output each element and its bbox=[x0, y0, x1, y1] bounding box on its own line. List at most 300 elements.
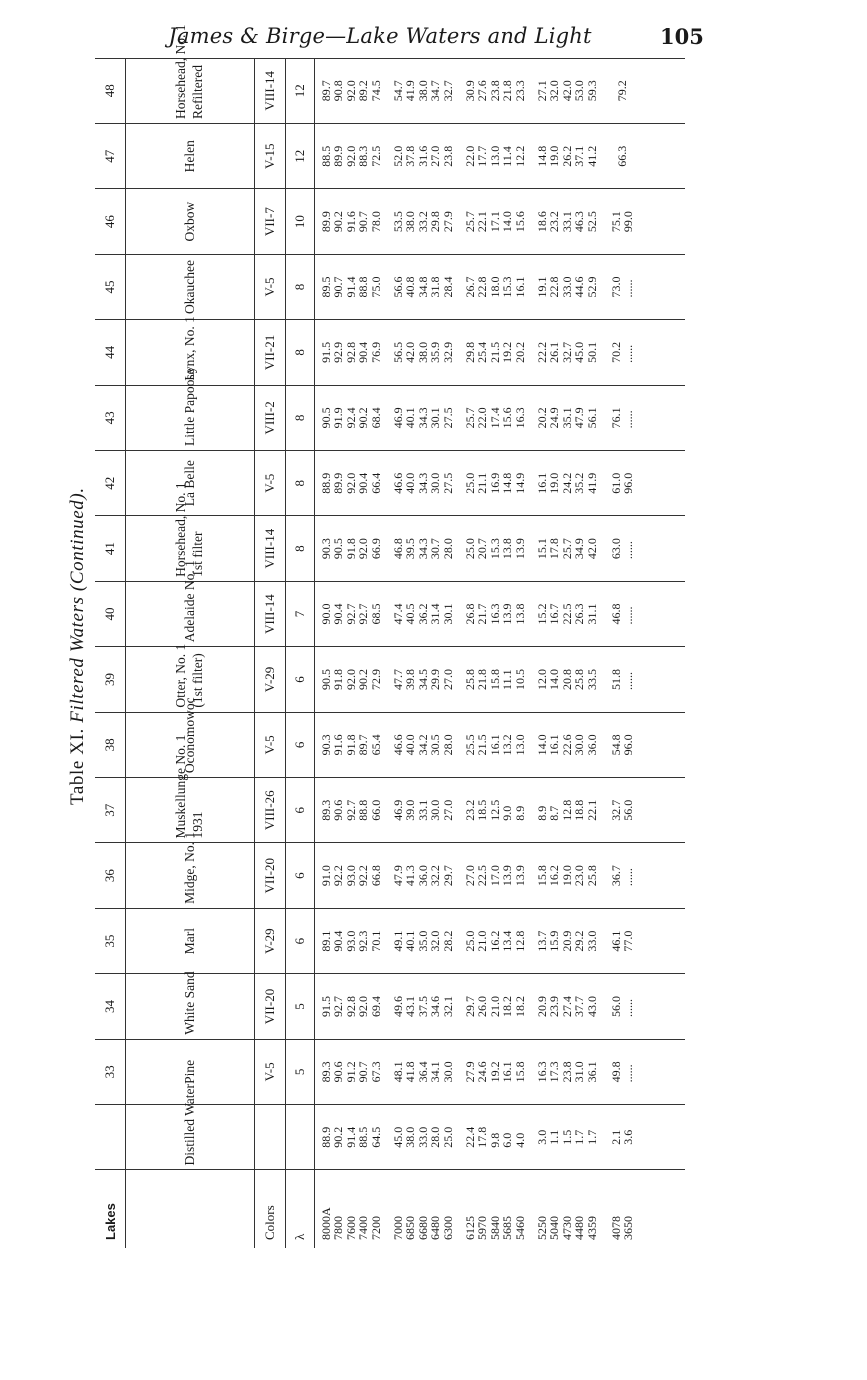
lake-number bbox=[95, 712, 126, 777]
color-value-text: VII-20 bbox=[262, 857, 277, 894]
transmission-values-text: 46.1 77.0 bbox=[608, 930, 635, 952]
filler-cell bbox=[641, 647, 685, 712]
lambda-value-text: 10 bbox=[292, 215, 307, 229]
color-value bbox=[255, 974, 286, 1039]
transmission-values-text: 25.0 20.7 15.3 13.8 13.9 bbox=[462, 538, 527, 560]
transmission-values-text: 25.7 22.1 17.1 14.0 15.6 bbox=[462, 211, 527, 233]
transmission-values bbox=[387, 908, 459, 973]
lambda-value bbox=[286, 1105, 315, 1170]
transmission-values bbox=[459, 712, 531, 777]
transmission-values-text: 47.7 39.8 34.5 29.9 27.0 bbox=[390, 668, 455, 690]
transmission-values bbox=[387, 254, 459, 319]
transmission-values bbox=[531, 320, 603, 385]
transmission-values bbox=[315, 254, 388, 319]
transmission-values bbox=[531, 58, 603, 123]
wavelength-group-row bbox=[459, 58, 531, 1248]
transmission-values bbox=[315, 712, 388, 777]
transmission-values-text: 90.3 90.5 91.8 92.0 66.9 bbox=[318, 538, 383, 560]
lake-name-text: Little Papoose bbox=[181, 368, 197, 447]
transmission-values-text: 88.9 89.9 92.0 90.4 66.4 bbox=[318, 472, 383, 494]
lake-number bbox=[95, 189, 126, 254]
color-value bbox=[255, 1105, 286, 1170]
transmission-values bbox=[531, 385, 603, 450]
table-title: Filtered Waters (Continued). bbox=[67, 487, 88, 723]
transmission-values-text: 88.9 90.2 91.4 88.5 64.5 bbox=[318, 1126, 383, 1148]
transmission-values bbox=[387, 516, 459, 581]
color-value bbox=[255, 254, 286, 319]
transmission-values bbox=[387, 385, 459, 450]
transmission-values bbox=[459, 385, 531, 450]
transmission-values bbox=[531, 778, 603, 843]
transmission-values-text: 25.0 21.0 16.2 13.4 12.8 bbox=[462, 930, 527, 952]
filler-cell bbox=[641, 712, 685, 777]
lake-number bbox=[95, 385, 126, 450]
transmission-values bbox=[603, 124, 641, 189]
lambda-value bbox=[286, 974, 315, 1039]
lake-number bbox=[95, 843, 126, 908]
lambda-value-text: 8 bbox=[292, 283, 307, 291]
lake-name-text: Horsehead, No. 1 1st filter bbox=[173, 482, 205, 577]
transmission-values bbox=[603, 1105, 641, 1170]
transmission-values-text: 16.1 19.0 24.2 35.2 41.9 bbox=[534, 472, 599, 494]
wavelength-labels bbox=[387, 1170, 459, 1248]
lambda-value bbox=[286, 320, 315, 385]
lake-name bbox=[126, 1083, 255, 1170]
transmission-values-text: 73.0 ...... bbox=[608, 276, 635, 298]
lake-name-row bbox=[126, 58, 255, 1248]
transmission-values bbox=[459, 58, 531, 123]
transmission-values bbox=[315, 778, 388, 843]
transmission-values bbox=[387, 581, 459, 646]
transmission-values bbox=[603, 778, 641, 843]
transmission-values-text: 47.9 41.3 36.0 32.2 29.7 bbox=[390, 865, 455, 887]
wavelength-labels-text: 8000A 7800 7600 7400 7200 bbox=[318, 1207, 383, 1240]
lambda-value bbox=[286, 451, 315, 516]
lake-number-text: 37 bbox=[102, 803, 117, 817]
color-value-text: VIII-14 bbox=[262, 594, 277, 634]
filler-cell bbox=[641, 189, 685, 254]
transmission-values-text: 32.7 56.0 bbox=[608, 799, 635, 821]
filler-cell bbox=[641, 908, 685, 973]
color-value bbox=[255, 843, 286, 908]
wavelength-labels bbox=[603, 1170, 641, 1248]
lake-name bbox=[126, 451, 255, 516]
transmission-values bbox=[387, 124, 459, 189]
lambda-value bbox=[286, 58, 315, 123]
transmission-values bbox=[603, 581, 641, 646]
transmission-values-text: 3.0 1.1 1.5 1.7 1.7 bbox=[534, 1129, 599, 1145]
lambda-value-text: 8 bbox=[292, 349, 307, 356]
wavelength-labels-text: 6125 5970 5840 5685 5460 bbox=[462, 1216, 527, 1240]
lake-number bbox=[95, 908, 126, 973]
lake-number bbox=[95, 516, 126, 581]
transmission-values-text: 29.8 25.4 21.5 19.2 20.2 bbox=[462, 341, 527, 363]
lambda-value bbox=[286, 712, 315, 777]
lambda-value-text: 6 bbox=[292, 741, 307, 749]
transmission-values-text: 63.0 ...... bbox=[608, 538, 635, 560]
transmission-values-text: 89.3 90.6 92.7 88.8 66.0 bbox=[318, 799, 383, 821]
transmission-values bbox=[531, 712, 603, 777]
transmission-values bbox=[459, 843, 531, 908]
transmission-values-text: 90.0 90.4 92.7 92.7 68.5 bbox=[318, 603, 383, 625]
color-value-text: VIII-2 bbox=[262, 401, 277, 435]
colors-row-label-text: Colors bbox=[262, 1205, 277, 1240]
transmission-values-text: 15.8 16.2 19.0 23.0 25.8 bbox=[534, 865, 599, 887]
lake-number-text: 43 bbox=[102, 411, 117, 425]
transmission-values-text: 15.1 17.8 25.7 34.9 42.0 bbox=[534, 538, 599, 560]
transmission-values-text: 46.6 40.0 34.3 30.0 27.5 bbox=[390, 472, 455, 494]
lake-number-text: 42 bbox=[102, 476, 117, 490]
wavelength-labels bbox=[531, 1170, 603, 1248]
lake-number bbox=[95, 451, 126, 516]
transmission-values-text: 91.0 92.2 93.0 92.2 66.8 bbox=[318, 865, 383, 887]
lake-name-text: Okauchee bbox=[181, 260, 197, 314]
transmission-values bbox=[459, 778, 531, 843]
transmission-values-text: 26.7 22.8 18.0 15.3 16.1 bbox=[462, 276, 527, 298]
table-label: Table XI. bbox=[67, 728, 88, 805]
transmission-values bbox=[603, 320, 641, 385]
transmission-values bbox=[531, 189, 603, 254]
transmission-values-text: 56.5 42.0 38.0 35.9 32.9 bbox=[390, 341, 455, 363]
transmission-values bbox=[315, 385, 388, 450]
filler-cell bbox=[641, 385, 685, 450]
filler-cell bbox=[641, 843, 685, 908]
transmission-values bbox=[459, 254, 531, 319]
lambda-value bbox=[286, 778, 315, 843]
transmission-values bbox=[603, 385, 641, 450]
transmission-values-text: 66.3 bbox=[614, 145, 629, 167]
lake-number bbox=[95, 1039, 126, 1104]
transmission-values-text: 23.2 18.5 12.5 9.0 8.9 bbox=[462, 799, 527, 821]
lake-number bbox=[95, 320, 126, 385]
lambda-row-label-text: λ bbox=[292, 1233, 307, 1240]
transmission-values bbox=[603, 712, 641, 777]
lake-name-text: Lynx, No. 1 bbox=[181, 316, 197, 381]
color-value-text: V-5 bbox=[262, 277, 277, 297]
transmission-values-text: 49.8 ...... bbox=[608, 1061, 635, 1083]
transmission-values bbox=[531, 647, 603, 712]
transmission-values-text: 56.0 ...... bbox=[608, 995, 635, 1017]
transmission-values bbox=[315, 189, 388, 254]
filler-cell bbox=[641, 124, 685, 189]
transmission-values-text: 48.1 41.8 36.4 34.1 30.0 bbox=[390, 1061, 455, 1083]
transmission-values bbox=[387, 974, 459, 1039]
lambda-value bbox=[286, 1039, 315, 1104]
filler-cell bbox=[641, 581, 685, 646]
color-value bbox=[255, 581, 286, 646]
transmission-values-text: 54.8 96.0 bbox=[608, 734, 635, 756]
lambda-value-text: 12 bbox=[292, 149, 307, 163]
color-value-text: VII-21 bbox=[262, 334, 277, 371]
filler-cell bbox=[641, 451, 685, 516]
lake-name bbox=[126, 124, 255, 189]
lake-number bbox=[95, 581, 126, 646]
lake-name-text: Oconomowoc bbox=[181, 697, 197, 774]
transmission-values bbox=[603, 647, 641, 712]
color-value-text: V-5 bbox=[262, 735, 277, 755]
lake-name bbox=[126, 368, 255, 450]
lake-name bbox=[126, 189, 255, 254]
lambda-row-label bbox=[286, 1170, 315, 1248]
lake-number-text: 48 bbox=[102, 84, 117, 98]
transmission-values bbox=[531, 581, 603, 646]
transmission-values-text: 27.1 32.0 42.0 53.0 59.3 bbox=[534, 80, 599, 102]
transmission-values-text: 89.3 90.6 91.2 90.7 67.3 bbox=[318, 1061, 383, 1083]
transmission-values-text: 70.2 ...... bbox=[608, 341, 635, 363]
lake-number-text: 40 bbox=[102, 607, 117, 621]
color-value bbox=[255, 58, 286, 123]
lake-name bbox=[126, 24, 255, 123]
lambda-value bbox=[286, 647, 315, 712]
color-value bbox=[255, 124, 286, 189]
transmission-values-text: 52.0 37.8 31.6 27.0 23.8 bbox=[390, 145, 455, 167]
transmission-values-text: 20.9 23.9 27.4 37.7 43.0 bbox=[534, 995, 599, 1017]
lake-number-text: 45 bbox=[102, 280, 117, 294]
transmission-values bbox=[315, 451, 388, 516]
filler-cell bbox=[641, 254, 685, 319]
color-value bbox=[255, 1039, 286, 1104]
lambda-value bbox=[286, 124, 315, 189]
lake-number bbox=[95, 1105, 126, 1170]
transmission-values-text: 27.9 24.6 19.2 16.1 15.8 bbox=[462, 1061, 527, 1083]
transmission-values-text: 91.5 92.7 92.8 92.0 69.4 bbox=[318, 995, 383, 1017]
lake-name-text: Helen bbox=[181, 140, 197, 173]
transmission-values bbox=[459, 581, 531, 646]
lambda-row bbox=[286, 58, 315, 1248]
lake-name-text: Midge, No. 1 bbox=[181, 831, 197, 904]
color-value-text: V-5 bbox=[262, 1062, 277, 1082]
transmission-values-text: 56.6 40.8 34.8 31.8 28.4 bbox=[390, 276, 455, 298]
transmission-values-text: 49.1 40.1 35.0 32.0 28.2 bbox=[390, 930, 455, 952]
color-value-text: VIII-14 bbox=[262, 70, 277, 111]
transmission-values bbox=[387, 778, 459, 843]
transmission-values bbox=[387, 189, 459, 254]
transmission-values bbox=[315, 581, 388, 646]
transmission-values-text: 46.9 39.0 33.1 30.0 27.0 bbox=[390, 799, 455, 821]
transmission-values-text: 45.0 38.0 33.0 28.0 25.0 bbox=[390, 1126, 455, 1148]
transmission-values-text: 2.1 3.6 bbox=[608, 1129, 635, 1145]
filler-cell bbox=[641, 1170, 685, 1248]
lambda-value-text: 5 bbox=[292, 1003, 307, 1010]
transmission-values-text: 79.2 bbox=[614, 80, 629, 102]
transmission-values-text: 14.8 19.0 26.2 37.1 41.2 bbox=[534, 145, 599, 167]
lambda-value bbox=[286, 581, 315, 646]
transmission-values bbox=[315, 908, 388, 973]
transmission-values bbox=[531, 843, 603, 908]
transmission-values bbox=[315, 1105, 388, 1170]
transmission-values-text: 30.9 27.6 23.8 21.8 23.3 bbox=[462, 80, 527, 102]
transmission-values bbox=[387, 843, 459, 908]
lake-name-text: Muskellunge No. 1 1931 bbox=[173, 734, 205, 839]
color-value-text: VII-20 bbox=[262, 988, 277, 1025]
lake-name-text: Otter, No. 1 (1st filter) bbox=[173, 643, 205, 708]
lake-number-text: 46 bbox=[102, 215, 117, 229]
lake-number bbox=[95, 58, 126, 123]
transmission-values bbox=[459, 124, 531, 189]
transmission-values bbox=[531, 254, 603, 319]
lambda-value bbox=[286, 908, 315, 973]
transmission-values bbox=[603, 843, 641, 908]
transmission-values bbox=[603, 189, 641, 254]
lambda-value-text: 5 bbox=[292, 1068, 307, 1076]
transmission-values bbox=[459, 1105, 531, 1170]
wavelength-labels-text: 5250 5040 4730 4480 4359 bbox=[534, 1216, 599, 1240]
lake-name bbox=[126, 316, 255, 385]
lake-name bbox=[126, 697, 255, 777]
lake-name bbox=[126, 971, 255, 1039]
filler-cell bbox=[641, 516, 685, 581]
transmission-values bbox=[459, 1039, 531, 1104]
lake-name-text: Horsehead, No. 1 Refiltered bbox=[173, 24, 205, 119]
lambda-value-text: 12 bbox=[292, 84, 307, 98]
transmission-values-text: 89.9 90.2 91.6 90.7 78.0 bbox=[318, 211, 383, 233]
lambda-value-text: 6 bbox=[292, 676, 307, 683]
lambda-value-text: 8 bbox=[292, 414, 307, 422]
lake-name-text: Oxbow bbox=[181, 201, 197, 242]
running-head bbox=[0, 22, 867, 56]
transmission-values-text: 25.0 21.1 16.9 14.8 14.9 bbox=[462, 472, 527, 494]
transmission-values bbox=[387, 1039, 459, 1104]
colors-row bbox=[255, 58, 286, 1248]
running-title: James & Birge—Lake Waters and Light bbox=[168, 24, 592, 48]
transmission-values bbox=[603, 908, 641, 973]
transmission-values-text: 46.9 40.1 34.3 30.1 27.5 bbox=[390, 407, 455, 429]
transmission-values-text: 22.0 17.7 13.0 11.4 12.2 bbox=[462, 145, 527, 167]
transmission-values-text: 89.5 90.7 91.4 88.8 75.0 bbox=[318, 276, 383, 298]
transmission-values bbox=[603, 451, 641, 516]
transmission-values bbox=[531, 124, 603, 189]
wavelength-labels-text: 7000 6850 6680 6480 6300 bbox=[390, 1216, 455, 1240]
transmission-values-text: 27.0 22.5 17.0 13.9 13.9 bbox=[462, 865, 527, 887]
filler-cell bbox=[641, 1105, 685, 1170]
transmission-values bbox=[387, 712, 459, 777]
lambda-value bbox=[286, 385, 315, 450]
transmission-values-text: 46.8 39.5 34.3 30.7 28.0 bbox=[390, 538, 455, 560]
lake-number bbox=[95, 974, 126, 1039]
transmission-values-text: 25.7 22.0 17.4 15.6 16.3 bbox=[462, 407, 527, 429]
lake-name bbox=[126, 560, 255, 646]
transmission-values-text: 25.8 21.8 15.8 11.1 10.5 bbox=[462, 668, 527, 690]
lambda-value bbox=[286, 189, 315, 254]
lake-number-text: 47 bbox=[102, 149, 117, 163]
transmission-values bbox=[315, 647, 388, 712]
table-filler-row bbox=[641, 58, 685, 1248]
lambda-value bbox=[286, 516, 315, 581]
transmission-values-text: 90.3 91.6 91.8 89.7 65.4 bbox=[318, 734, 383, 756]
lambda-value bbox=[286, 843, 315, 908]
transmission-values bbox=[387, 58, 459, 123]
lake-name-text: Marl bbox=[181, 927, 197, 955]
color-value bbox=[255, 778, 286, 843]
filler-cell bbox=[641, 1039, 685, 1104]
transmission-values-text: 16.3 17.3 23.8 31.0 36.1 bbox=[534, 1061, 599, 1083]
color-value-text: VII-7 bbox=[262, 207, 277, 237]
transmission-values-text: 46.6 40.0 34.2 30.5 28.0 bbox=[390, 734, 455, 756]
transmission-values bbox=[531, 516, 603, 581]
transmission-values-text: 22.4 17.8 9.8 6.0 4.0 bbox=[462, 1126, 527, 1148]
transmission-values-text: 36.7 ...... bbox=[608, 865, 635, 887]
lake-number bbox=[95, 254, 126, 319]
color-value-text: V-29 bbox=[262, 666, 277, 693]
filler-cell bbox=[641, 778, 685, 843]
lake-number-text: 39 bbox=[102, 672, 117, 686]
lake-name bbox=[126, 643, 255, 712]
transmission-values-text: 89.1 90.4 93.0 92.3 70.1 bbox=[318, 930, 383, 952]
lakes-row-label bbox=[95, 1170, 126, 1248]
color-value-text: VIII-14 bbox=[262, 528, 277, 569]
transmission-values bbox=[315, 1039, 388, 1104]
lake-number-text: 33 bbox=[102, 1065, 117, 1079]
transmission-values-text: 8.9 8.7 12.8 18.8 22.1 bbox=[534, 799, 599, 821]
transmission-values-text: 19.1 22.8 33.0 44.6 52.9 bbox=[534, 276, 599, 298]
color-value bbox=[255, 189, 286, 254]
transmission-values-text: 18.6 23.2 33.1 46.3 52.5 bbox=[534, 211, 599, 233]
lake-number-text: 44 bbox=[102, 345, 117, 359]
transmission-values bbox=[387, 451, 459, 516]
transmission-values-text: 13.7 15.9 20.9 29.2 33.0 bbox=[534, 930, 599, 952]
transmission-values bbox=[531, 1105, 603, 1170]
transmission-values bbox=[315, 124, 388, 189]
wavelength-labels bbox=[315, 1170, 388, 1248]
transmission-values bbox=[459, 516, 531, 581]
transmission-values-text: 29.7 26.0 21.0 18.2 18.2 bbox=[462, 995, 527, 1017]
transmission-values bbox=[459, 647, 531, 712]
transmission-values bbox=[603, 58, 641, 123]
transmission-values-text: 76.1 ...... bbox=[608, 407, 635, 429]
transmission-values bbox=[531, 974, 603, 1039]
lake-name-text: Distilled Water bbox=[181, 1083, 197, 1166]
wavelength-group-row bbox=[603, 58, 641, 1248]
lambda-value-text: 6 bbox=[292, 872, 307, 879]
transmission-values bbox=[603, 1039, 641, 1104]
lake-name bbox=[126, 831, 255, 908]
transmission-values-text: 26.8 21.7 16.3 13.9 13.8 bbox=[462, 603, 527, 625]
transmission-values-text: 91.5 92.9 92.8 90.4 76.9 bbox=[318, 341, 383, 363]
filler-cell bbox=[641, 320, 685, 385]
lake-name-text: White Sand bbox=[181, 971, 197, 1035]
transmission-values-text: 14.0 16.1 22.6 30.0 36.0 bbox=[534, 734, 599, 756]
lake-name bbox=[126, 908, 255, 973]
color-value-text: V-29 bbox=[262, 928, 277, 954]
table-caption bbox=[67, 487, 89, 805]
color-value-text: V-15 bbox=[262, 143, 277, 169]
color-value bbox=[255, 647, 286, 712]
transmission-values-text: 22.2 26.1 32.7 45.0 50.1 bbox=[534, 341, 599, 363]
transmission-values bbox=[315, 516, 388, 581]
transmission-values bbox=[459, 908, 531, 973]
transmission-values-text: 90.5 91.9 92.4 90.2 68.4 bbox=[318, 407, 383, 429]
lake-number-text: 41 bbox=[102, 542, 117, 556]
name-row-label bbox=[126, 1170, 255, 1248]
transmission-values bbox=[459, 189, 531, 254]
transmission-values-text: 49.6 43.1 37.5 34.6 32.1 bbox=[390, 995, 455, 1017]
color-value bbox=[255, 451, 286, 516]
transmission-values-text: 88.5 89.9 92.0 88.3 72.5 bbox=[318, 145, 383, 167]
lambda-value-text: 8 bbox=[292, 545, 307, 552]
transmission-values bbox=[603, 516, 641, 581]
transmission-values-text: 75.1 99.0 bbox=[608, 211, 635, 233]
transmission-values-text: 12.0 14.0 20.8 25.8 33.5 bbox=[534, 668, 599, 690]
filler-cell bbox=[641, 58, 685, 123]
transmission-values bbox=[315, 974, 388, 1039]
transmission-values bbox=[387, 647, 459, 712]
transmission-values bbox=[603, 974, 641, 1039]
transmission-values-text: 53.5 38.0 33.2 29.8 27.9 bbox=[390, 211, 455, 233]
transmission-values-text: 90.5 91.8 92.0 90.2 72.9 bbox=[318, 668, 383, 690]
lambda-value-text: 8 bbox=[292, 479, 307, 487]
color-value-text: V-5 bbox=[262, 473, 277, 493]
wavelength-group-row bbox=[315, 58, 388, 1248]
